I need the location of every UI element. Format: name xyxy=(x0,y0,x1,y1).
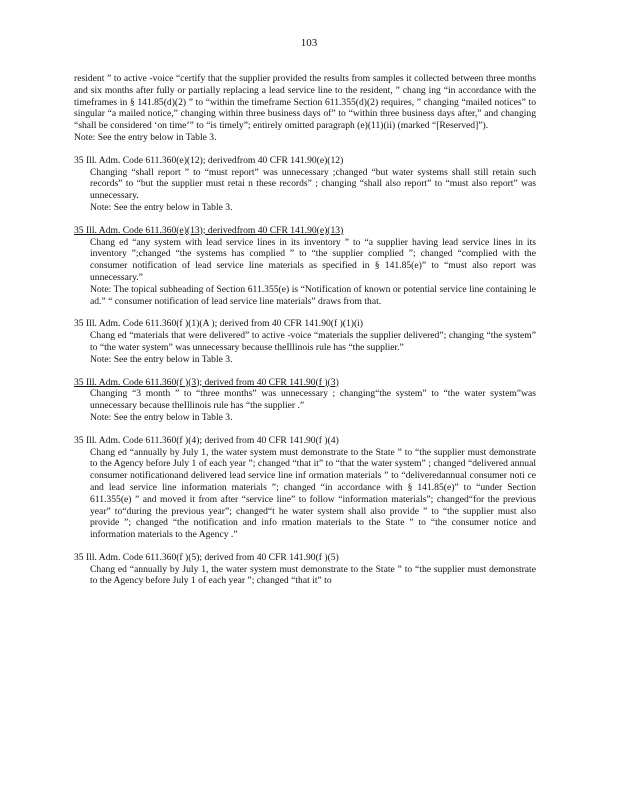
entry-text: Changing “shall report ” to “must report” was unnecessary ;changed “but water systems shall still retain such records” to “but the supplier must retai n these records” ; changing “shall also report” to “must also report” was unnecessary. xyxy=(90,166,536,202)
entry-body xyxy=(90,447,536,541)
entry-text: Chang ed “materials that were delivered” to active -voice “materials the supplier delivered”; changing “the system” to “the water system” was unnecessary because theIllinois rule has “the supplier.” xyxy=(90,330,536,353)
page-number: 103 xyxy=(300,37,318,49)
entry-heading: 35 Ill. Adm. Code 611.360(f )(1)(A ); derived from 40 CFR 141.90(f )(1)(i) xyxy=(74,318,364,330)
entry-note: Note: See the entry below in Table 3. xyxy=(90,353,233,365)
table-entry xyxy=(74,435,536,541)
table-entry xyxy=(74,552,536,587)
entry-body xyxy=(90,564,536,588)
entry-body xyxy=(90,330,536,365)
entry-note: Note: The topical subheading of Section 611.355(e) is “Notification of known or potential service line containing le ad.” “ consumer notification of lead service line materials” draws from that. xyxy=(90,283,536,307)
entry-heading: 35 Ill. Adm. Code 611.360(f )(5); derived from 40 CFR 141.90(f )(5) xyxy=(74,551,339,563)
entry-body xyxy=(90,167,536,214)
entry-text: Chang ed “annually by July 1, the water system must demonstrate to the State ” to “the supplier must demonstrate to the Agency before July 1 of each year ”; changed “that it” to xyxy=(90,563,536,587)
entry-body xyxy=(90,388,536,423)
entry-body xyxy=(90,237,536,308)
entry-heading: 35 Ill. Adm. Code 611.360(f )(4); derived from 40 CFR 141.90(f )(4) xyxy=(74,434,339,446)
entry-note: Note: See the entry below in Table 3. xyxy=(90,411,233,423)
intro-note: Note: See the entry below in Table 3. xyxy=(74,131,217,143)
entry-heading: 35 Ill. Adm. Code 611.360(e)(13); derivedfrom 40 CFR 141.90(e)(13) xyxy=(74,224,344,236)
entry-text: Chang ed “any system with lead service lines in its inventory ” to “a supplier having lead service lines in its inventory ”;changed “the systems has complied ” to “the supplier complied ”; changed “complied with the consumer notification of lead service line materials as specified in § 141.85(e)” to “must also report was unnecessary.” xyxy=(90,236,536,283)
page-content xyxy=(74,73,536,587)
entry-heading: 35 Ill. Adm. Code 611.360(f )(3); derived from 40 CFR 141.90(f )(3) xyxy=(74,376,339,388)
entry-text: Changing “3 month ” to “three months” was unnecessary ; changing“the system” to “the water system”was unnecessary because theIllinois rule has “the supplier .” xyxy=(90,388,536,412)
intro-paragraph xyxy=(74,73,536,144)
entry-text: Chang ed “annually by July 1, the water system must demonstrate to the State ” to “the supplier must demonstrate to the Agency before July 1 of each year ”; changed “that it” to “that the water system” ; changed “delivered annual consumer notificationand delivered lead service line inf ormation materials ” to “deliveredannual consumer noti ce and lead service line information materials ”; changed “in accordance with § 141.85(e)” to “under Section 611.355(e) ” and moved it from after “service line” to follow “information materials”; changed“for the previous year” to“during the previous year”; changed“t he water system shall also provide ” to “the supplier must also provide ”; changed “the notification and info rmation materials to the State ” to “the consumer notice and information materials to the Agency .” xyxy=(90,446,536,541)
table-entry xyxy=(74,377,536,424)
entry-note: Note: See the entry below in Table 3. xyxy=(90,201,233,213)
table-entry xyxy=(74,318,536,365)
table-entry xyxy=(74,225,536,308)
intro-text: resident ” to active -voice “certify that the supplier provided the results from samples it collected between three months and six months after fully or partially replacing a lead service line to the resident, ” chang ing “in accordance with the timeframes in § 141.85(d)(2) ” to “within the timeframe Section 611.355(d)(2) requires, ” changing “mailed notices” to singular “a mailed notice,” changing within three business days of” to “within three business days after,” and changing “shall be considered ‘on time’” to “is timely”; entirely omitted paragraph (e)(11)(ii) (marked “[Reserved]”). xyxy=(74,73,536,132)
table-entry xyxy=(74,155,536,214)
entry-heading: 35 Ill. Adm. Code 611.360(e)(12); derivedfrom 40 CFR 141.90(e)(12) xyxy=(74,154,344,166)
